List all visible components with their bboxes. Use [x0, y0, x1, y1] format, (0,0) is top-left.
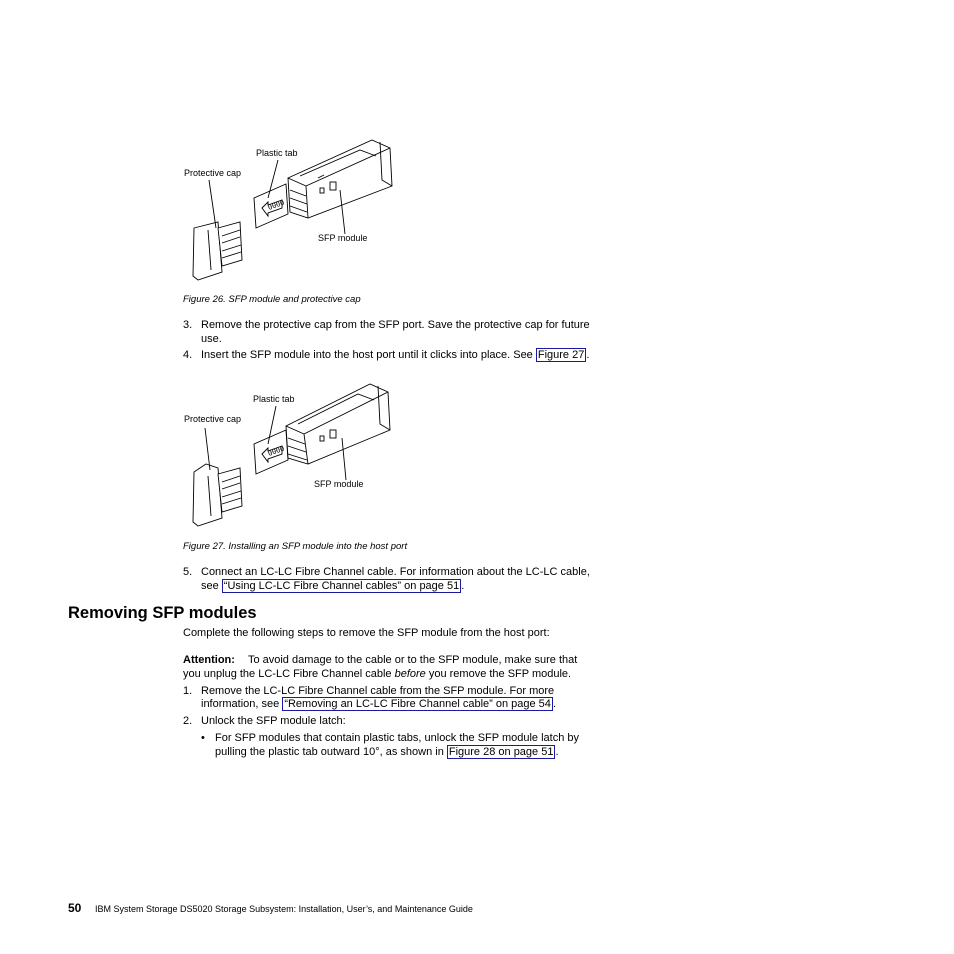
removing-lc-lc-cable-link[interactable]: “Removing an LC-LC Fibre Channel cable” on page 54 — [284, 698, 551, 710]
remove-step-1-number: 1. — [183, 685, 193, 697]
step-3-continued: use. — [201, 333, 222, 345]
attention-text-3: you remove the SFP module. — [425, 668, 572, 680]
bullet-text-2: pulling the plastic tab outward 10°, as shown in — [215, 746, 447, 758]
figure-26-callout-sfp-module: SFP module — [318, 233, 368, 243]
step-5-text: Connect an LC-LC Fibre Channel cable. For information about the LC-LC cable, — [201, 566, 590, 578]
figure-26-callout-protective-cap: Protective cap — [184, 168, 242, 178]
step-5-period: . — [461, 580, 465, 592]
step-4-text: Insert the SFP module into the host port until it clicks into place. See — [201, 349, 536, 361]
footer-title: IBM System Storage DS5020 Storage Subsystem: Installation, User’s, and Maintenance Guide — [95, 904, 473, 914]
sfp-module-shape — [288, 140, 392, 218]
section-heading: Removing SFP modules — [68, 604, 257, 622]
step-3 — [183, 318, 590, 332]
step-3-number: 3. — [183, 319, 193, 331]
remove-step-1-continued — [201, 697, 556, 711]
attention-label: Attention: — [183, 654, 235, 666]
figure-27-illustration — [180, 376, 410, 536]
page-number: 50 — [68, 901, 82, 915]
svg-text:0000: 0000 — [266, 198, 286, 212]
protective-cap-shape — [193, 464, 222, 526]
step-4 — [183, 348, 589, 362]
bullet-item-continued — [215, 745, 559, 759]
remove-step-1 — [183, 684, 554, 698]
remove-step-1-see: information, see — [201, 698, 283, 710]
svg-text:0000: 0000 — [266, 444, 286, 458]
step-5-see: see — [201, 580, 222, 592]
figure-27-callout-protective-cap: Protective cap — [184, 414, 242, 424]
step-5-number: 5. — [183, 566, 193, 578]
sfp-module-shape — [286, 384, 390, 464]
bullet-period: . — [555, 746, 559, 758]
remove-step-1-period: . — [552, 698, 556, 710]
protective-cap-shape — [193, 222, 222, 280]
bullet-marker: • — [201, 732, 205, 744]
remove-step-2-text: Unlock the SFP module latch: — [201, 715, 346, 727]
step-4-period: . — [586, 349, 590, 361]
figure-27-callout-sfp-module: SFP module — [314, 479, 364, 489]
bullet-text: For SFP modules that contain plastic tabs, unlock the SFP module latch by — [215, 732, 580, 744]
bullet-item — [201, 731, 579, 745]
attention-text-2: you unplug the LC-LC Fibre Channel cable — [183, 668, 395, 680]
figure-26 — [180, 130, 410, 290]
section-intro: Complete the following steps to remove the SFP module from the host port: — [183, 627, 550, 639]
remove-step-2 — [183, 714, 346, 728]
remove-step-1-text: Remove the LC-LC Fibre Channel cable from the SFP module. For more — [201, 685, 555, 697]
attention-emphasis: before — [394, 668, 426, 680]
figure-27-link[interactable]: Figure 27 — [537, 349, 585, 361]
figure-26-callout-plastic-tab: Plastic tab — [256, 148, 298, 158]
figure-26-caption: Figure 26. SFP module and protective cap — [183, 294, 361, 305]
attention-notice-continued — [183, 667, 571, 681]
figure-27-caption: Figure 27. Installing an SFP module into the host port — [183, 541, 408, 552]
attention-notice — [183, 653, 577, 667]
step-5 — [183, 565, 590, 579]
figure-28-link[interactable]: Figure 28 on page 51 — [448, 746, 554, 758]
step-3-text: Remove the protective cap from the SFP port. Save the protective cap for future — [201, 319, 590, 331]
step-5-continued — [201, 579, 464, 593]
attention-text: To avoid damage to the cable or to the SFP module, make sure that — [247, 654, 578, 666]
step-4-number: 4. — [183, 349, 193, 361]
using-lc-lc-cables-link[interactable]: “Using LC-LC Fibre Channel cables” on page 51 — [223, 580, 460, 592]
figure-27 — [180, 376, 410, 536]
remove-step-2-number: 2. — [183, 715, 193, 727]
figure-27-callout-plastic-tab: Plastic tab — [253, 394, 295, 404]
